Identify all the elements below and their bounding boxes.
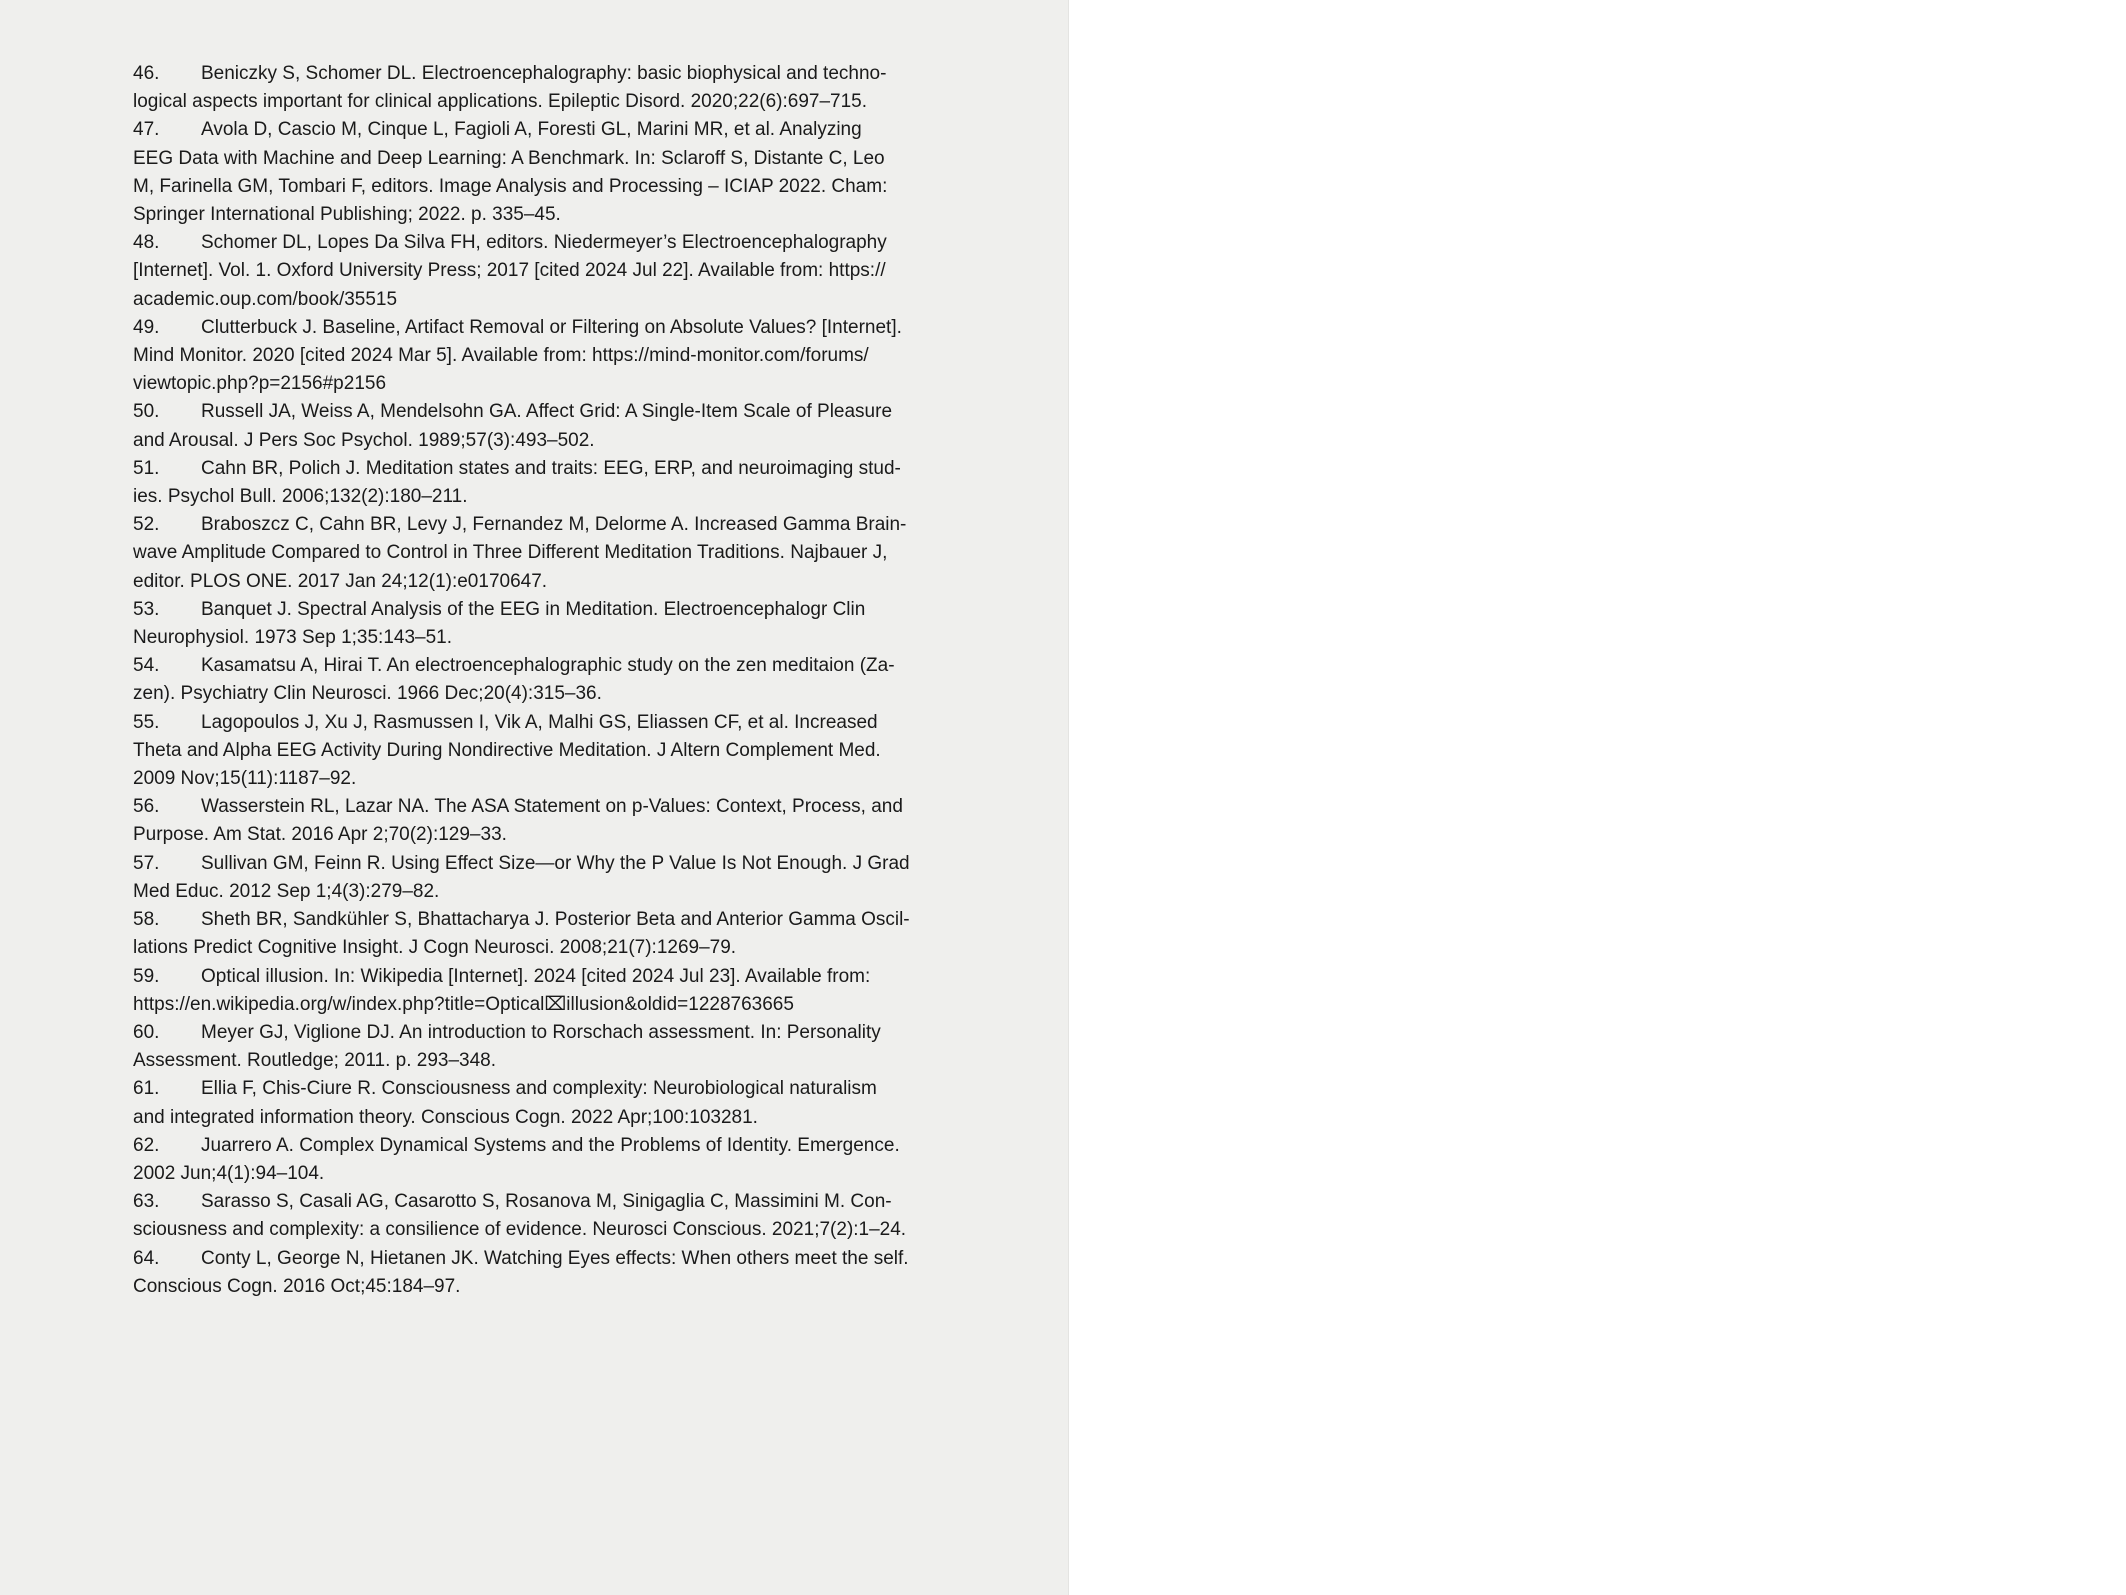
- reference-text-line: sciousness and complexity: a consilience of evidence. Neurosci Conscious. 2021;7(2):1–24.: [133, 1219, 907, 1241]
- reference-text-line: zen). Psychiatry Clin Neurosci. 1966 Dec;20(4):315–36.: [133, 683, 602, 705]
- reference-text-line: Schomer DL, Lopes Da Silva FH, editors. Niedermeyer’s Electroencephalography: [201, 232, 887, 254]
- reference-text-line: Assessment. Routledge; 2011. p. 293–348.: [133, 1050, 497, 1072]
- reference-text-line: Sheth BR, Sandkühler S, Bhattacharya J. Posterior Beta and Anterior Gamma Oscil-: [201, 909, 910, 931]
- reference-text-line: https://en.wikipedia.org/w/index.php?title=Optical⌧illusion&oldid=1228763665: [133, 993, 794, 1015]
- reference-text-line: ies. Psychol Bull. 2006;132(2):180–211.: [133, 486, 468, 508]
- reference-number: 60.: [133, 1021, 160, 1043]
- reference-item: [133, 398, 963, 454]
- reference-text-line: [Internet]. Vol. 1. Oxford University Press; 2017 [cited 2024 Jul 22]. Available from: https://: [133, 260, 886, 282]
- reference-number: 56.: [133, 796, 160, 818]
- reference-text-line: and Arousal. J Pers Soc Psychol. 1989;57(3):493–502.: [133, 429, 595, 451]
- reference-item: [133, 906, 963, 962]
- reference-item: [133, 850, 963, 906]
- reference-item: [133, 455, 963, 511]
- reference-text-line: lations Predict Cognitive Insight. J Cogn Neurosci. 2008;21(7):1269–79.: [133, 937, 737, 959]
- reference-number: 46.: [133, 63, 160, 84]
- reference-number: 59.: [133, 965, 160, 987]
- reference-text-line: Springer International Publishing; 2022. p. 335–45.: [133, 204, 561, 226]
- reference-item: [133, 963, 963, 1019]
- reference-text-line: Sarasso S, Casali AG, Casarotto S, Rosanova M, Sinigaglia C, Massimini M. Con-: [201, 1191, 892, 1213]
- reference-item: [133, 709, 963, 794]
- reference-number: 49.: [133, 316, 160, 338]
- reference-number: 57.: [133, 852, 160, 874]
- reference-item: [133, 229, 963, 314]
- reference-text-line: wave Amplitude Compared to Control in Three Different Meditation Traditions. Najbauer J,: [133, 542, 888, 564]
- reference-item: [133, 1245, 963, 1301]
- reference-text-line: Cahn BR, Polich J. Meditation states and traits: EEG, ERP, and neuroimaging stud-: [201, 457, 901, 479]
- reference-number: 50.: [133, 401, 160, 423]
- reference-number: 52.: [133, 514, 160, 536]
- reference-text-line: Sullivan GM, Feinn R. Using Effect Size—or Why the P Value Is Not Enough. J Grad: [201, 852, 910, 874]
- reference-number: 48.: [133, 232, 160, 254]
- reference-text-line: logical aspects important for clinical applications. Epileptic Disord. 2020;22(6):697–715.: [133, 91, 868, 113]
- reference-number: 64.: [133, 1247, 160, 1269]
- reference-number: 62.: [133, 1134, 160, 1156]
- reference-item: [133, 793, 963, 849]
- reference-text-line: Conty L, George N, Hietanen JK. Watching Eyes effects: When others meet the self.: [201, 1247, 909, 1269]
- reference-item: [133, 314, 963, 399]
- reference-text-line: viewtopic.php?p=2156#p2156: [133, 373, 387, 395]
- reference-text-line: Wasserstein RL, Lazar NA. The ASA Statement on p-Values: Context, Process, and: [201, 796, 903, 818]
- reference-text-line: Avola D, Cascio M, Cinque L, Fagioli A, Foresti GL, Marini MR, et al. Analyzing: [201, 119, 862, 141]
- reference-text-line: Banquet J. Spectral Analysis of the EEG in Meditation. Electroencephalogr Clin: [201, 598, 866, 620]
- reference-text-line: Kasamatsu A, Hirai T. An electroencephalographic study on the zen meditaion (Za-: [201, 655, 895, 677]
- reference-number: 53.: [133, 598, 160, 620]
- reference-item: [133, 1075, 963, 1131]
- reference-text-line: Ellia F, Chis-Ciure R. Consciousness and complexity: Neurobiological naturalism: [201, 1078, 877, 1100]
- reference-text-line: and integrated information theory. Conscious Cogn. 2022 Apr;100:103281.: [133, 1106, 758, 1128]
- reference-item: [133, 1188, 963, 1244]
- reference-number: 51.: [133, 457, 160, 479]
- reference-text-line: Conscious Cogn. 2016 Oct;45:184–97.: [133, 1275, 461, 1297]
- reference-number: 58.: [133, 909, 160, 931]
- reference-text-line: academic.oup.com/book/35515: [133, 288, 398, 310]
- reference-text-line: Clutterbuck J. Baseline, Artifact Removal or Filtering on Absolute Values? [Internet].: [201, 316, 902, 338]
- reference-text-line: Theta and Alpha EEG Activity During Nondirective Meditation. J Altern Complement Med.: [133, 739, 881, 761]
- reference-text-line: Neurophysiol. 1973 Sep 1;35:143–51.: [133, 627, 453, 649]
- reference-item: [133, 511, 963, 596]
- reference-item: [133, 116, 963, 229]
- reference-text-line: 2009 Nov;15(11):1187–92.: [133, 768, 357, 790]
- reference-text-line: Meyer GJ, Viglione DJ. An introduction to Rorschach assessment. In: Personality: [201, 1021, 881, 1043]
- reference-text-line: editor. PLOS ONE. 2017 Jan 24;12(1):e0170647.: [133, 570, 548, 592]
- reference-text-line: EEG Data with Machine and Deep Learning: A Benchmark. In: Sclaroff S, Distante C, Leo: [133, 147, 885, 169]
- reference-text-line: Beniczky S, Schomer DL. Electroencephalography: basic biophysical and techno-: [201, 63, 887, 84]
- reference-list: [133, 60, 963, 1301]
- reference-text-line: 2002 Jun;4(1):94–104.: [133, 1162, 325, 1184]
- reference-item: [133, 1132, 963, 1188]
- reference-text-line: Mind Monitor. 2020 [cited 2024 Mar 5]. Available from: https://mind-monitor.com/forums/: [133, 345, 869, 367]
- reference-text-line: Russell JA, Weiss A, Mendelsohn GA. Affect Grid: A Single-Item Scale of Pleasure: [201, 401, 893, 423]
- reference-text-line: Purpose. Am Stat. 2016 Apr 2;70(2):129–33.: [133, 824, 507, 846]
- reference-text-line: Optical illusion. In: Wikipedia [Internet]. 2024 [cited 2024 Jul 23]. Available from:: [201, 965, 871, 987]
- reference-item: [133, 1019, 963, 1075]
- reference-number: 61.: [133, 1078, 160, 1100]
- reference-text-line: Lagopoulos J, Xu J, Rasmussen I, Vik A, Malhi GS, Eliassen CF, et al. Increased: [201, 711, 878, 733]
- reference-item: [133, 596, 963, 652]
- reference-text-line: Med Educ. 2012 Sep 1;4(3):279–82.: [133, 880, 440, 902]
- reference-item: [133, 652, 963, 708]
- reference-number: 47.: [133, 119, 160, 141]
- reference-number: 54.: [133, 655, 160, 677]
- reference-text-line: Juarrero A. Complex Dynamical Systems and the Problems of Identity. Emergence.: [201, 1134, 900, 1156]
- reference-text-line: M, Farinella GM, Tombari F, editors. Image Analysis and Processing – ICIAP 2022. Cham:: [133, 175, 888, 197]
- reference-text-line: Braboszcz C, Cahn BR, Levy J, Fernandez M, Delorme A. Increased Gamma Brain-: [201, 514, 907, 536]
- reference-item: [133, 60, 963, 116]
- reference-number: 55.: [133, 711, 160, 733]
- reference-number: 63.: [133, 1191, 160, 1213]
